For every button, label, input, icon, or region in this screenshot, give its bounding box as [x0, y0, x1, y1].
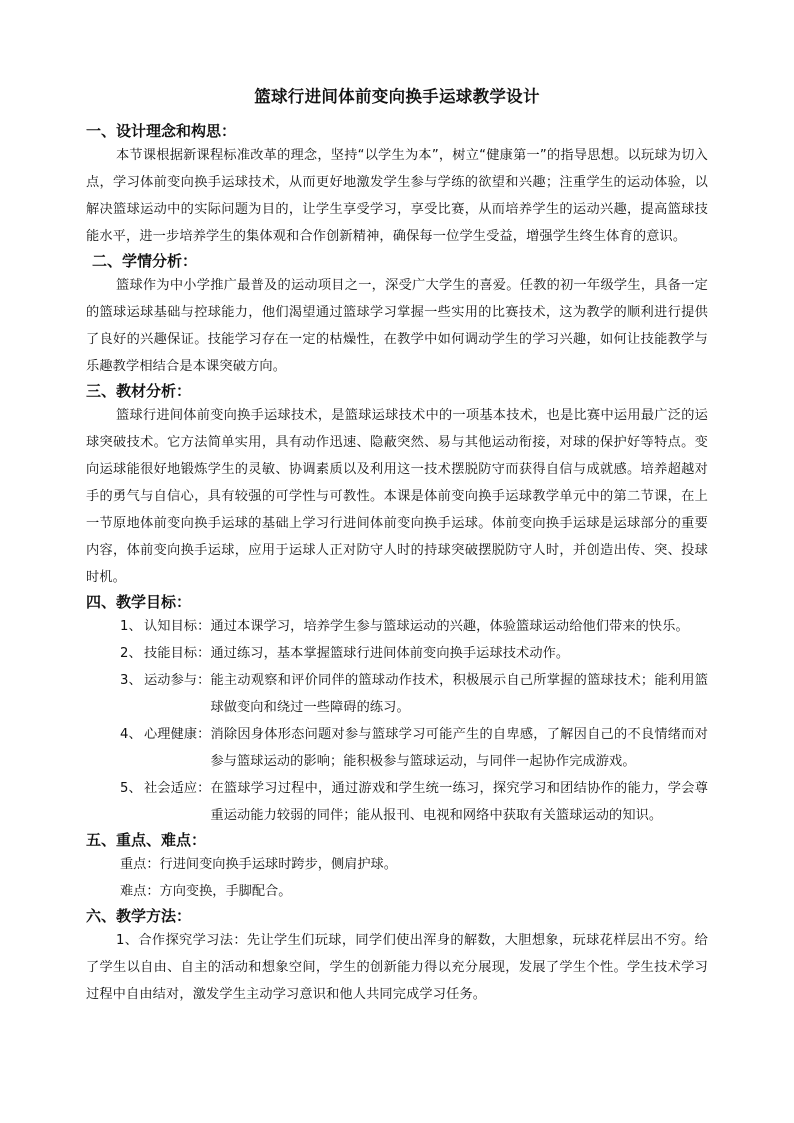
goal-label: 心理健康：	[144, 727, 211, 742]
goal-text: 消除因身体形态问题对参与篮球学习可能产生的自卑感，了解因自己的不良情绪而对参与篮球运动的影响；能积极参与篮球运动，与同伴一起协作完成游戏。	[210, 727, 708, 769]
goal-item	[86, 640, 708, 667]
goal-text: 通过练习，基本掌握篮球行进间体前变向换手运球技术动作。	[210, 646, 570, 661]
difficulty-line: 难点：方向变换，手脚配合。	[120, 884, 292, 899]
goal-text: 能主动观察和评价同伴的篮球动作技术，积极展示自己所掌握的篮球技术；能利用篮球做变向和绕过一些障碍的练习。	[210, 673, 708, 715]
goal-number: 4、	[120, 727, 142, 742]
goal-label: 运动参与：	[144, 673, 211, 688]
goal-number: 5、	[120, 781, 142, 796]
goal-label: 社会适应：	[144, 781, 211, 796]
goals-list	[86, 613, 708, 829]
goal-label: 认知目标：	[144, 619, 211, 634]
section-heading-key-points: 五、重点、难点：	[86, 831, 207, 849]
section-paragraph: 本节课根据新课程标准改革的理念，坚持“以学生为本”，树立“健康第一”的指导思想。以玩球为切入点，学习体前变向换手运球技术，从而更好地激发学生参与学练的欲望和兴趣；注重学生的运动体验，以解决篮球运动中的实际问题为目的，让学生享受学习，享受比赛，从而培养学生的运动兴趣，提高篮球技能水平，进一步培养学生的集体观和合作创新精神，确保每一位学生受益，增强学生终生体育的意识。	[86, 148, 708, 244]
goal-item	[86, 721, 708, 775]
section-heading-student-analysis: 二、学情分析：	[92, 252, 198, 270]
goal-number: 1、	[120, 619, 142, 634]
goal-item	[86, 775, 708, 829]
section-paragraph: 1、合作探究学习法：先让学生们玩球，同学们使出浑身的解数，大胆想象，玩球花样层出不穷。给了学生以自由、自主的活动和想象空间，学生的创新能力得以充分展现，发展了学生个性。学生技术学习过程中自由结对，激发学生主动学习意识和他人共同完成学习任务。	[86, 933, 708, 1002]
section-paragraph: 篮球行进间体前变向换手运球技术，是篮球运球技术中的一项基本技术，也是比赛中运用最广泛的运球突破技术。它方法简单实用，具有动作迅速、隐蔽突然、易与其他运动衔接，对球的保护好等特点。变向运球能很好地锻炼学生的灵敏、协调素质以及利用这一技术摆脱防守而获得自信与成就感。培养超越对手的勇气与自信心，具有较强的可学性与可教性。本课是体前变向换手运球教学单元中的第二节课，在上一节原地体前变向换手运球的基础上学习行进间体前变向换手运球。体前变向换手运球是运球部分的重要内容，体前变向换手运球，应用于运球人正对防守人时的持球突破摆脱防守人时，并创造出传、突、投球时机。	[86, 408, 708, 585]
section-heading-textbook-analysis: 三、教材分析：	[86, 382, 192, 400]
goal-text: 在篮球学习过程中，通过游戏和学生统一练习，探究学习和团结协作的能力，学会尊重运动能力较弱的同伴；能从报刊、电视和网络中获取有关篮球运动的知识。	[210, 781, 708, 823]
section-heading-teaching-methods: 六、教学方法：	[86, 907, 192, 925]
section-heading-teaching-goals: 四、教学目标：	[86, 593, 192, 611]
key-point-line: 重点：行进间变向换手运球时跨步，侧肩护球。	[120, 857, 397, 872]
goal-item	[86, 613, 708, 640]
goal-number: 3、	[120, 673, 142, 688]
section-heading-design-concept: 一、设计理念和构思：	[86, 122, 237, 140]
document-title: 篮球行进间体前变向换手运球教学设计	[254, 87, 540, 106]
section-paragraph: 篮球作为中小学推广最普及的运动项目之一，深受广大学生的喜爱。任教的初一年级学生，具备一定的篮球运球基础与控球能力，他们渴望通过篮球学习掌握一些实用的比赛技术，这为教学的顺利进行提供了良好的兴趣保证。技能学习存在一定的枯燥性，在教学中如何调动学生的学习兴趣，如何让技能教学与乐趣教学相结合是本课突破方向。	[86, 278, 708, 374]
goal-number: 2、	[120, 646, 142, 661]
goal-text: 通过本课学习，培养学生参与篮球运动的兴趣，体验篮球运动给他们带来的快乐。	[210, 619, 689, 634]
goal-label: 技能目标：	[144, 646, 211, 661]
goal-item	[86, 667, 708, 721]
